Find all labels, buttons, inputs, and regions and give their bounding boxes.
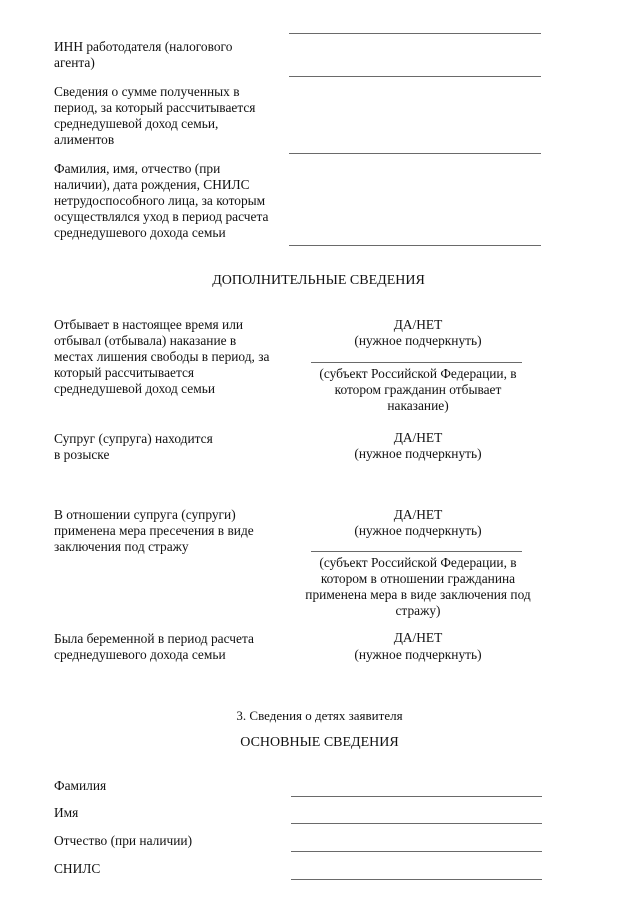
basic-info-heading: ОСНОВНЫЕ СВЕДЕНИЯ (240, 735, 399, 750)
child-patronymic-label: Отчество (при наличии) (54, 833, 193, 848)
additional-info-heading: ДОПОЛНИТЕЛЬНЫЕ СВЕДЕНИЯ (212, 273, 425, 288)
alimony-line[interactable] (289, 153, 541, 154)
imprisonment-region-line[interactable] (311, 362, 522, 363)
child-surname-line[interactable] (291, 796, 542, 797)
child-name-label: Имя (54, 805, 79, 820)
spouse-wanted-question: Супруг (супруга) находится в розыске (54, 431, 213, 462)
spouse-detention-note: (субъект Российской Федерации, в котором в отношении гражданина применена мера в виде заключения под стражу) (305, 555, 531, 618)
employer-inn-label: ИНН работодателя (налогового агента) (54, 39, 233, 70)
children-section-title: 3. Сведения о детях заявителя (236, 708, 403, 723)
spouse-wanted-hint: (нужное подчеркнуть) (354, 446, 482, 461)
pregnancy-answer[interactable]: ДА/НЕТ (393, 630, 443, 645)
blank-line-top (289, 33, 541, 34)
child-name-line[interactable] (291, 823, 542, 824)
spouse-detention-answer[interactable]: ДА/НЕТ (393, 507, 443, 522)
pregnancy-question: Была беременной в период расчета среднедушевого дохода семьи (54, 631, 254, 662)
imprisonment-note: (субъект Российской Федерации, в котором гражданин отбывает наказание) (319, 366, 517, 413)
child-snils-label: СНИЛС (54, 861, 101, 876)
spouse-detention-hint: (нужное подчеркнуть) (354, 523, 482, 538)
imprisonment-answer[interactable]: ДА/НЕТ (393, 317, 443, 332)
imprisonment-hint: (нужное подчеркнуть) (354, 333, 482, 348)
child-patronymic-line[interactable] (291, 851, 542, 852)
child-snils-line[interactable] (291, 879, 542, 880)
employer-inn-line[interactable] (289, 76, 541, 77)
pregnancy-hint: (нужное подчеркнуть) (354, 647, 482, 662)
spouse-detention-region-line[interactable] (311, 551, 522, 552)
disabled-person-label: Фамилия, имя, отчество (при наличии), дата рождения, СНИЛС нетрудоспособного лица, за которым осуществлялся уход в период расчета среднедушевого дохода семьи (54, 161, 269, 240)
disabled-person-line[interactable] (289, 245, 541, 246)
alimony-label: Сведения о сумме полученных в период, за который рассчитывается среднедушевой доход семьи, алиментов (54, 84, 256, 147)
child-surname-label: Фамилия (54, 778, 107, 793)
spouse-detention-question: В отношении супруга (супруги) применена мера пресечения в виде заключения под стражу (54, 507, 254, 554)
imprisonment-question: Отбывает в настоящее время или отбывал (отбывала) наказание в местах лишения свободы в период, за который рассчитывается среднедушевой доход семьи (54, 317, 270, 396)
spouse-wanted-answer[interactable]: ДА/НЕТ (393, 430, 443, 445)
